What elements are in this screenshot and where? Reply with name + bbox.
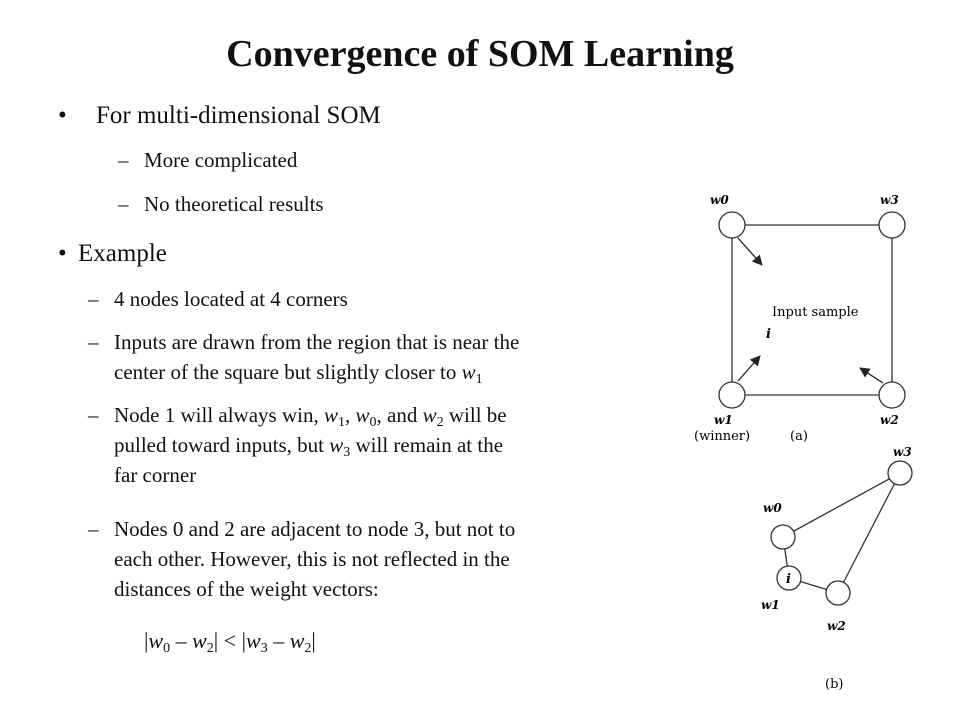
sub-item-no-theoretical-results: – No theoretical results: [118, 189, 518, 219]
node-w2: [826, 581, 850, 605]
arrow-w0-toward-input: [738, 238, 762, 265]
sub-item-text: More complicated: [144, 148, 298, 172]
sub-item-inputs-drawn: – Inputs are drawn from the region that is near the center of the square but slightly closer to $w_1$: [88, 327, 678, 387]
bullet-dot: •: [58, 240, 67, 267]
label-winner: (winner): [694, 429, 751, 444]
edge-w3-w2: [838, 473, 900, 593]
bullet-dot: •: [58, 102, 67, 129]
label-i: i: [786, 572, 791, 587]
arrow-w1-toward-input: [738, 356, 760, 381]
sub-item-text: [114, 327, 678, 387]
label-w2: w2: [880, 413, 899, 427]
node-w2: [879, 382, 905, 408]
label-w3: w3: [893, 445, 912, 459]
node-w3: [879, 212, 905, 238]
slide-title: Convergence of SOM Learning: [226, 33, 734, 75]
sub-item-node1-wins: – Node 1 will always win, $w_1$, $w_0$, and $w_2$ will be pulled toward inputs, but $w_3$ will remain at the far corner: [88, 400, 678, 490]
sub-item-text-part: Inputs are drawn from the region that is near the: [114, 330, 520, 354]
arrow-w2-toward-input: [860, 368, 883, 383]
edge-w0-w3: [783, 473, 900, 537]
label-w0: w0: [763, 501, 782, 515]
label-w1: w1: [714, 413, 733, 427]
figure-a-caption: (a): [790, 429, 808, 444]
node-w0: [719, 212, 745, 238]
node-w3: [888, 461, 912, 485]
sub-item-text: Node 1 will always win, $w_1$, $w_0$, and $w_2$ will be pulled toward inputs, but $w_3$ will remain at the far corner: [114, 403, 507, 487]
label-w0: w0: [710, 193, 729, 207]
figure-b-collapsed-som: [745, 440, 945, 700]
figure-b-caption: (b): [825, 677, 844, 692]
bullet-text: For multi-dimensional SOM: [96, 102, 381, 129]
bullet-multidimensional-som: [58, 102, 381, 130]
label-w1: w1: [761, 598, 780, 612]
sub-item-4-nodes: – 4 nodes located at 4 corners: [88, 284, 678, 314]
figure-a-square-som: [680, 188, 940, 448]
sub-item-text: 4 nodes located at 4 corners: [114, 287, 348, 311]
bullet-text: Example: [78, 240, 167, 267]
distance-formula: $|w_0 - w_2| < |w_3 - w_2|$: [144, 628, 316, 656]
bullet-example: [58, 240, 167, 268]
node-w0: [771, 525, 795, 549]
label-w3: w3: [880, 193, 899, 207]
label-w2: w2: [827, 619, 846, 633]
sub-item-text: Nodes 0 and 2 are adjacent to node 3, but not to each other. However, this is not reflected in the distances of the weight vectors:: [114, 517, 516, 601]
sub-item-text-part: center of the square but slightly closer to $w_1$: [114, 360, 483, 387]
label-input-sample: Input sample: [772, 305, 859, 320]
node-w1: [719, 382, 745, 408]
sub-item-nodes-adjacent: – Nodes 0 and 2 are adjacent to node 3, but not to each other. However, this is not reflected in the distances of the weight vectors:: [88, 514, 688, 604]
sub-item-text: No theoretical results: [144, 192, 324, 216]
label-input-i: i: [766, 327, 771, 342]
sub-item-more-complicated: – More complicated: [118, 145, 518, 175]
